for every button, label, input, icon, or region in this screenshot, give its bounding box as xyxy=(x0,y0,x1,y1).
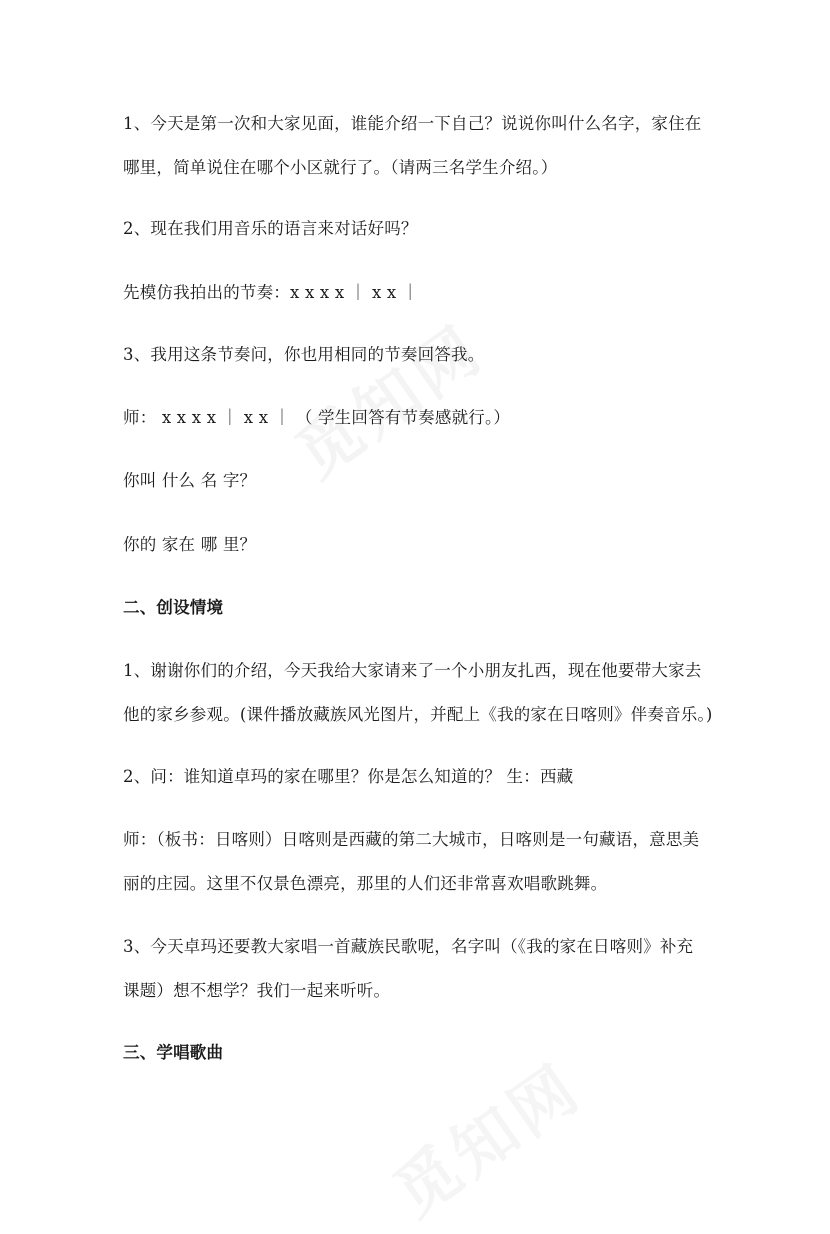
lyric-line: 你的 家在 哪 里？ xyxy=(123,535,257,554)
paragraph-line: 1、今天是第一次和大家见面，谁能介绍一下自己？说说你叫什么名字，家住在 xyxy=(123,114,702,133)
paragraph-line: 师：（板书：日喀则）日喀则是西藏的第二大城市，日喀则是一句藏语，意思美 xyxy=(123,830,700,849)
rhythm-line: 师： x x x x ｜ x x ｜ （ 学生回答有节奏感就行。） xyxy=(123,408,511,427)
lyric-line: 你叫 什么 名 字？ xyxy=(123,471,257,490)
paragraph-line: 他的家乡参观。(课件播放藏族风光图片，并配上《我的家在日喀则》伴奏音乐。) xyxy=(123,705,713,724)
section-heading: 二、创设情境 xyxy=(123,598,224,617)
paragraph-line: 哪里，简单说住在哪个小区就行了。（请两三名学生介绍。） xyxy=(123,158,558,177)
rhythm-line: 先模仿我拍出的节奏：x x x x ｜ x x ｜ xyxy=(123,283,419,302)
paragraph-line: 3、今天卓玛还要教大家唱一首藏族民歌呢，名字叫（《我的家在日喀则》补充 xyxy=(123,937,694,956)
paragraph-line: 3、我用这条节奏问，你也用相同的节奏回答我。 xyxy=(123,345,485,364)
paragraph-line: 课题）想不想学？我们一起来听听。 xyxy=(123,981,391,1000)
paragraph-line: 2、现在我们用音乐的语言来对话好吗？ xyxy=(123,219,418,238)
paragraph-line: 2、问：谁知道卓玛的家在哪里？你是怎么知道的？ 生：西藏 xyxy=(123,767,574,786)
watermark-bottom xyxy=(373,1038,598,1234)
paragraph-line: 丽的庄园。这里不仅景色漂亮，那里的人们还非常喜欢唱歌跳舞。 xyxy=(123,874,608,893)
section-heading: 三、学唱歌曲 xyxy=(123,1043,224,1062)
paragraph-line: 1、谢谢你们的介绍，今天我给大家请来了一个小朋友扎西，现在他要带大家去 xyxy=(123,661,702,680)
